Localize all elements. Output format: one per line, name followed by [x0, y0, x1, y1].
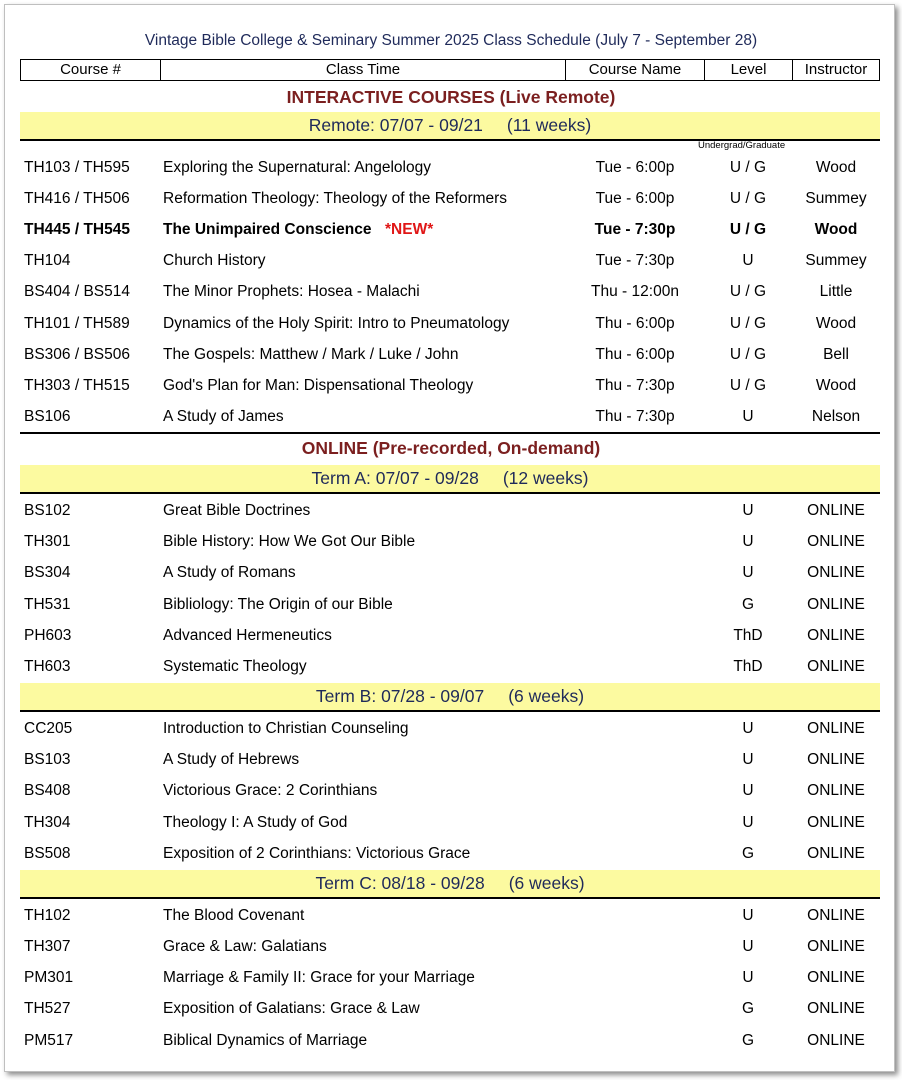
table-row — [0, 749, 902, 771]
remote-term-weeks: (11 weeks) — [506, 115, 592, 135]
instructor: ONLINE — [807, 814, 865, 831]
course-level: U — [742, 969, 754, 986]
course-code: TH304 — [24, 814, 71, 831]
course-name: Dynamics of the Holy Spirit: Intro to Pneumatology — [163, 315, 510, 332]
instructor: ONLINE — [807, 627, 865, 644]
level-note: Undergrad/Graduate — [698, 140, 786, 151]
course-level: U — [742, 533, 754, 550]
course-name: Victorious Grace: 2 Corinthians — [163, 782, 378, 799]
table-row — [0, 967, 902, 989]
online-term-label: Term B: 07/28 - 09/07 — [315, 686, 485, 706]
online-term-weeks: (6 weeks) — [508, 686, 585, 706]
class-time: Thu - 7:30p — [595, 408, 675, 425]
table-row — [0, 281, 902, 303]
table-row — [0, 562, 902, 584]
course-code: TH527 — [24, 1000, 71, 1017]
course-code: BS306 / BS506 — [24, 346, 130, 363]
course-code: TH303 / TH515 — [24, 377, 130, 394]
table-row — [0, 1030, 902, 1052]
class-time: Tue - 6:00p — [595, 159, 675, 176]
course-code: TH103 / TH595 — [24, 159, 130, 176]
course-code: BS102 — [24, 502, 71, 519]
course-level: G — [741, 1000, 755, 1017]
instructor: Wood — [815, 315, 857, 332]
table-row — [0, 843, 902, 865]
instructor: Summey — [805, 252, 867, 269]
course-level: U — [742, 720, 754, 737]
online-term-weeks: (6 weeks) — [508, 873, 585, 893]
table-row — [0, 718, 902, 740]
course-level: U / G — [729, 159, 767, 176]
instructor: Little — [819, 283, 853, 300]
course-name: Biblical Dynamics of Marriage — [163, 1032, 368, 1049]
interactive-section-heading: INTERACTIVE COURSES (Live Remote) — [286, 87, 616, 107]
class-time: Tue - 6:00p — [595, 190, 675, 207]
column-header-course-number: Course # — [20, 59, 161, 81]
class-time: Thu - 6:00p — [595, 346, 675, 363]
table-row — [0, 625, 902, 647]
course-name: Theology I: A Study of God — [163, 814, 348, 831]
class-time: Tue - 7:30p — [595, 252, 675, 269]
document-title: Vintage Bible College & Seminary Summer 2025 Class Schedule (July 7 - September 28) — [144, 32, 758, 49]
course-name: Systematic Theology — [163, 658, 307, 675]
course-name: Grace & Law: Galatians — [163, 938, 327, 955]
instructor: Bell — [823, 346, 849, 363]
course-code: BS408 — [24, 782, 71, 799]
remote-term-label: Remote: 07/07 - 09/21 — [308, 115, 483, 135]
course-name: Introduction to Christian Counseling — [163, 720, 409, 737]
course-level: U / G — [729, 377, 767, 394]
course-code: BS304 — [24, 564, 71, 581]
course-level: G — [741, 1032, 755, 1049]
instructor: ONLINE — [807, 720, 865, 737]
instructor: ONLINE — [807, 782, 865, 799]
course-level: U / G — [729, 221, 767, 238]
instructor: Wood — [815, 159, 857, 176]
course-level: U — [742, 938, 754, 955]
table-row — [0, 157, 902, 179]
instructor: Nelson — [811, 408, 861, 425]
instructor: Wood — [814, 221, 858, 238]
online-term-label: Term C: 08/18 - 09/28 — [315, 873, 485, 893]
instructor: ONLINE — [807, 845, 865, 862]
course-name: The Unimpaired Conscience — [163, 221, 372, 238]
instructor: ONLINE — [807, 564, 865, 581]
instructor: ONLINE — [807, 502, 865, 519]
course-level: U — [742, 907, 754, 924]
course-name: Advanced Hermeneutics — [163, 627, 332, 644]
table-row — [0, 375, 902, 397]
course-code: BS508 — [24, 845, 71, 862]
online-term-band — [20, 683, 880, 712]
table-row — [0, 250, 902, 272]
instructor: ONLINE — [807, 596, 865, 613]
table-row — [0, 313, 902, 335]
instructor: Wood — [815, 377, 857, 394]
course-level: U / G — [729, 346, 767, 363]
course-code: PM301 — [24, 969, 74, 986]
instructor: ONLINE — [807, 907, 865, 924]
class-time: Tue - 7:30p — [594, 221, 676, 238]
course-code: TH104 — [24, 252, 71, 269]
course-name: Reformation Theology: Theology of the Reformers — [163, 190, 508, 207]
instructor: ONLINE — [807, 969, 865, 986]
course-code: CC205 — [24, 720, 73, 737]
course-code: BS404 / BS514 — [24, 283, 130, 300]
instructor: Summey — [805, 190, 867, 207]
course-name: Exposition of 2 Corinthians: Victorious Grace — [163, 845, 471, 862]
table-row — [0, 594, 902, 616]
instructor: ONLINE — [807, 1000, 865, 1017]
course-code: TH307 — [24, 938, 71, 955]
course-code: TH445 / TH545 — [24, 221, 130, 238]
course-level: ThD — [733, 658, 763, 675]
table-row — [0, 998, 902, 1020]
course-name: Great Bible Doctrines — [163, 502, 311, 519]
class-time: Thu - 12:00n — [591, 283, 679, 300]
course-name: A Study of Hebrews — [163, 751, 300, 768]
course-name: Exposition of Galatians: Grace & Law — [163, 1000, 420, 1017]
column-header-instructor: Instructor — [792, 59, 880, 81]
table-row — [0, 344, 902, 366]
course-level: G — [741, 845, 755, 862]
online-term-weeks: (12 weeks) — [502, 468, 589, 488]
column-header-row — [20, 59, 880, 81]
table-row — [0, 905, 902, 927]
course-name: Exploring the Supernatural: Angelology — [163, 159, 431, 176]
table-row — [0, 219, 902, 241]
table-row — [0, 656, 902, 678]
course-level: U — [742, 814, 754, 831]
course-code: TH102 — [24, 907, 71, 924]
online-section-heading: ONLINE (Pre-recorded, On-demand) — [301, 438, 601, 458]
course-level: U — [742, 252, 754, 269]
course-code: PM517 — [24, 1032, 74, 1049]
course-level: ThD — [733, 627, 763, 644]
course-name: A Study of James — [163, 408, 284, 425]
instructor: ONLINE — [807, 533, 865, 550]
course-name: Bible History: How We Got Our Bible — [163, 533, 416, 550]
online-term-label: Term A: 07/07 - 09/28 — [311, 468, 479, 488]
course-level: U — [742, 502, 754, 519]
course-code: PH603 — [24, 627, 72, 644]
table-row — [0, 500, 902, 522]
course-code: BS106 — [24, 408, 71, 425]
course-code: BS103 — [24, 751, 71, 768]
course-code: TH101 / TH589 — [24, 315, 130, 332]
course-level: G — [741, 596, 755, 613]
course-code: TH531 — [24, 596, 71, 613]
course-level: U — [742, 408, 754, 425]
course-code: TH301 — [24, 533, 71, 550]
course-name: Marriage & Family II: Grace for your Marriage — [163, 969, 475, 986]
course-level: U — [742, 564, 754, 581]
course-name: Church History — [163, 252, 266, 269]
course-name: God's Plan for Man: Dispensational Theology — [163, 377, 474, 394]
course-level: U — [742, 782, 754, 799]
new-badge: *NEW* — [385, 221, 434, 238]
class-time: Thu - 7:30p — [595, 377, 675, 394]
course-name: The Gospels: Matthew / Mark / Luke / John — [163, 346, 459, 363]
course-code: TH603 — [24, 658, 71, 675]
course-name: The Minor Prophets: Hosea - Malachi — [163, 283, 420, 300]
table-row — [0, 188, 902, 210]
table-row — [0, 936, 902, 958]
table-row — [0, 812, 902, 834]
course-level: U — [742, 751, 754, 768]
course-name: A Study of Romans — [163, 564, 296, 581]
instructor: ONLINE — [807, 658, 865, 675]
instructor: ONLINE — [807, 751, 865, 768]
course-name: The Blood Covenant — [163, 907, 305, 924]
column-header-course-name: Course Name — [565, 59, 705, 81]
remote-term-band — [20, 112, 880, 141]
course-level: U / G — [729, 315, 767, 332]
course-name: Bibliology: The Origin of our Bible — [163, 596, 393, 613]
online-term-band — [20, 870, 880, 899]
table-row — [0, 531, 902, 553]
course-code: TH416 / TH506 — [24, 190, 130, 207]
class-time: Thu - 6:00p — [595, 315, 675, 332]
online-term-band — [20, 465, 880, 494]
instructor: ONLINE — [807, 938, 865, 955]
column-header-level: Level — [704, 59, 793, 81]
section-divider — [20, 432, 880, 434]
course-level: U / G — [729, 283, 767, 300]
course-level: U / G — [729, 190, 767, 207]
table-row — [0, 780, 902, 802]
instructor: ONLINE — [807, 1032, 865, 1049]
table-row — [0, 406, 902, 428]
column-header-class-time: Class Time — [160, 59, 566, 81]
